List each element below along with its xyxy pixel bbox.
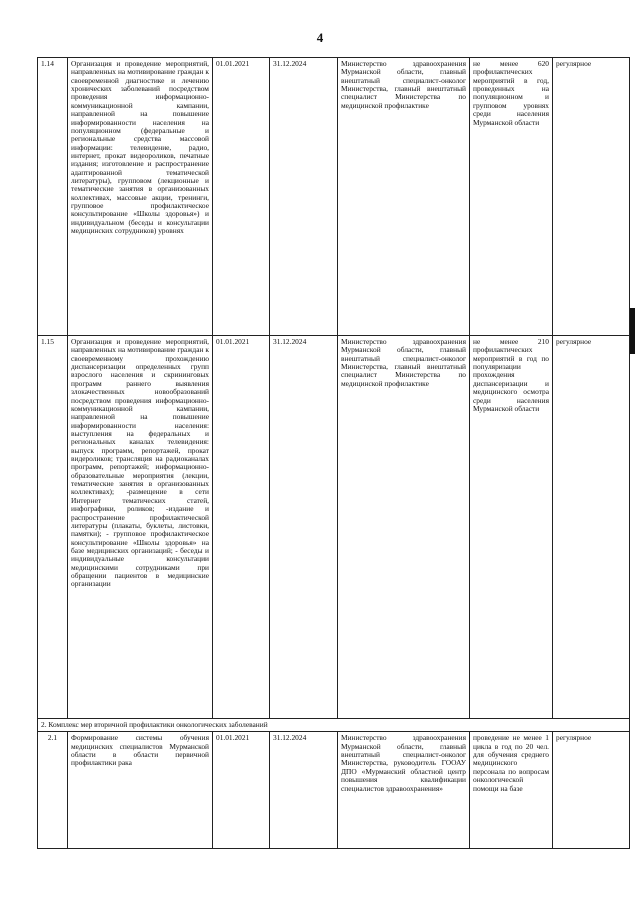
periodicity-cell: регулярное [553, 336, 630, 719]
scan-edge-mark [630, 308, 635, 354]
row-number: 1.15 [38, 336, 68, 719]
responsible-cell: Министерство здравоохранения Мурманской области, главный внештатный специалист-онколог Министерства, главный внештатный специалист Министерства по медицинской профилактике [338, 58, 470, 336]
activity-cell: Формирование системы обучения медицинских специалистов Мурманской области в области первичной профилактики рака [68, 732, 213, 849]
responsible-cell: Министерство здравоохранения Мурманской области, главный внештатный специалист-онколог Министерства, руководитель ГООАУ ДПО «Мурманский областной центр повышения квалификации специалистов здравоохранения» [338, 732, 470, 849]
start-date-cell: 01.01.2021 [213, 336, 270, 719]
table-row [38, 58, 630, 336]
row-number: 1.14 [38, 58, 68, 336]
end-date-cell: 31.12.2024 [270, 336, 338, 719]
end-date-cell: 31.12.2024 [270, 732, 338, 849]
periodicity-cell: регулярное [553, 732, 630, 849]
periodicity-cell: регулярное [553, 58, 630, 336]
start-date-cell: 01.01.2021 [213, 58, 270, 336]
end-date-cell: 31.12.2024 [270, 58, 338, 336]
indicator-cell: не менее 620 профилактических мероприятий в год, проведенных на популяционном и групповом уровнях среди населения Мурманской области [470, 58, 553, 336]
section-heading-row [38, 719, 630, 732]
responsible-cell: Министерство здравоохранения Мурманской области, главный внештатный специалист-онколог Министерства, главный внештатный специалист Министерства по медицинской профилактике [338, 336, 470, 719]
page-number: 4 [316, 30, 324, 45]
indicator-cell: проведение не менее 1 цикла в год по 20 чел. для обучения среднего медицинского персонала по вопросам онкологической помощи на базе [470, 732, 553, 849]
table-row [38, 732, 630, 849]
section-title: 2. Комплекс мер вторичной профилактики онкологических заболеваний [38, 719, 630, 732]
activity-cell: Организация и проведение мероприятий, направленных на мотивирование граждан к своевременному прохождению диспансеризации определенных групп взрослого населения и скрининговых программ раннего выявления злокачественных новообразований посредством проведения информационно-коммуникационной кампании, направленной на повышение информированности населения: выступления на федеральных и региональных каналах телевидения: выпуск программ, репортажей, прокат видероликов; трансляция на радиоканалах программ, репортажей; информационно-образовательные мероприятия (лекции, тематические занятия в организованных коллективах); -размещение в сети Интернет тематических статей, инфографики, роликов; -издание и распространение профилактической литературы (плакаты, буклеты, листовки, памятки); - групповое профилактическое консультирование «Школы здоровья» на базе медицинских организаций; - беседы и индивидуальные консультации медицинскими сотрудниками при обращении пациентов в медицинские организации [68, 336, 213, 719]
activity-cell: Организация и проведение мероприятий, направленных на мотивирование граждан к своевременной диагностике и лечению хронических заболеваний посредством проведения информационно-коммуникационной кампании, направленной на повышение информированности населения на популяционном (федеральные и региональные средства массовой информации: телевидение, радио, интернет, прокат видеороликов, печатные издания; изготовление и распространение адаптированной тематической литературы), групповом (лекционные и тематические занятия в организованных коллективах, массовые акции, тренинги, групповое профилактическое консультирование «Школы здоровья») и индивидуальном (беседы и консультации медицинских сотрудников) уровнях [68, 58, 213, 336]
measures-table [37, 57, 630, 849]
table-row [38, 336, 630, 719]
start-date-cell: 01.01.2021 [213, 732, 270, 849]
indicator-cell: не менее 210 профилактических мероприятий в год по популяризации прохождения диспансеризации и медицинского осмотра среди населения Мурманской области [470, 336, 553, 719]
row-number: 2.1 [38, 732, 68, 849]
